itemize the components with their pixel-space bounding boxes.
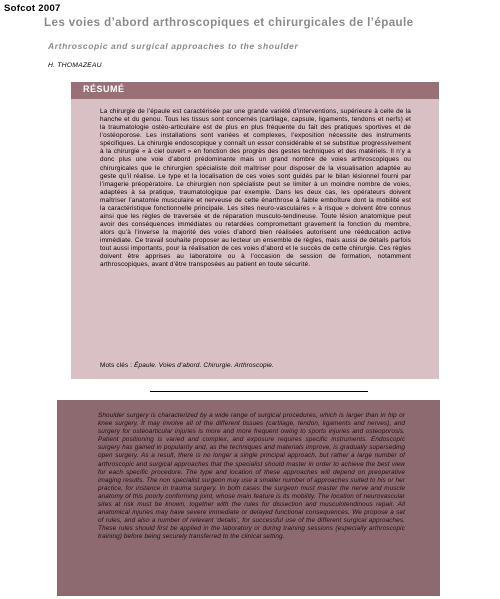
article-subtitle: Arthroscopic and surgical approaches to the shoulder	[48, 41, 299, 51]
keywords-list: Épaule. Voies d’abord. Chirurgie. Arthroscopie.	[134, 362, 274, 369]
resume-heading: RÉSUMÉ	[83, 84, 125, 94]
abstract-body: Shoulder surgery is characterized by a wide range of surgical procedures, which is larger than in hip or knee surgery. It may involve all of the different tissues (cartilage, tendon, ligaments and nerves), and surgery for osteoarticular injuries is more and more frequent owing to sports injuries and osteoporosis. Patient positioning is varied and complex, and exposure requires specific instruments. Endoscopic surgery has gained in popularity and, as the techniques and materials improve, is gradually superseding open surgery. As a result, there is no longer a single principal approach, but rather a large number of arthroscopic and surgical approaches that the specialist should master in order to achieve the best view for each specific procedure. The type and location of these approaches will depend on preoperative imaging results. The non specialist surgeon may use a smaller number of approaches suited to his or her practice, for instance in trauma surgery. In both cases the surgeon must master the nerve and muscle anatomy of this poorly conforming joint, whose main feature is its mobility. The location of neurovascular sites at risk must be known, together with the rules for dissection and musculotendinous repair. All anatomical injuries may have severe immediate or delayed functional consequences. We propose a set of rules, and also a number of relevant ‘details’, for successful use of the different surgical approaches. These rules should first be applied in the laboratory or during training sessions (especially arthroscopic training) before being securely transferred to the clinical setting.	[98, 412, 405, 541]
abstract-panel	[57, 400, 440, 596]
section-divider	[150, 391, 368, 392]
journal-tag: Sofcot 2007	[4, 3, 61, 14]
article-author: H. THOMAZEAU	[48, 62, 102, 69]
keywords-label: Mots clés :	[100, 362, 133, 369]
resume-heading-bar	[71, 82, 439, 99]
resume-body: La chirurgie de l’épaule est caractérisée par une grande variété d’interventions, supérieure à celle de la hanche et du genou. Tous les tissus sont concernés (cartilage, capsule, ligaments, tendons et nerfs) et la traumatologie ostéo-articulaire est de plus en plus fréquente du fait des pratiques sportives et de l’ostéoporose. Les installations sont variées et complexes, l’exposition nécessite des instruments spécifiques. La chirurgie endoscopique y connaît un essor considérable et se substitue progressivement à la chirurgie « à ciel ouvert » en fonction des progrès des gestes techniques et des matériels. Il n’y a donc plus une voie d’abord prédominante mais un grand nombre de voies arthroscopiques ou chirurgicales que le chirurgien spécialiste doit maîtriser pour disposer de la visualisation adaptée au geste qu’il réalise. Le type et la localisation de ces voies sont guidés par le bilan lésionnel fourni par l’imagerie préopératoire. Le chirurgien non spécialiste peut se limiter à un moindre nombre de voies, adaptées à sa pratique, traumatologique par exemple. Dans les deux cas, les opérateurs doivent maîtriser l’anatomie musculaire et nerveuse de cette énarthrose à faible emboîture dont la mobilité est la caractéristique fonctionnelle principale. Les sites neuro-vasculaires « à risque » doivent être connus ainsi que les règles de traversée et de réparation musculo-tendineuse. Toute lésion anatomique peut avoir des conséquences immédiates ou retardées compromettant gravement la fonction du membre, alors qu’à l’inverse la majorité des voies d’abord bien réalisées autorisent une rééducation active immédiate. Ce travail souhaite proposer au lecteur un ensemble de règles, mais aussi de détails parfois tout aussi importants, pour la réalisation de ces voies d’abord et le succès de cette chirurgie. Ces règles doivent être apprises au laboratoire ou à l’occasion de session de formation, notamment arthroscopiques, avant d’être transposées au patient en toute sécurité.	[100, 108, 411, 269]
resume-panel	[71, 82, 439, 379]
keywords-line	[100, 362, 411, 369]
article-title: Les voies d’abord arthroscopiques et chirurgicales de l’épaule	[44, 16, 414, 29]
